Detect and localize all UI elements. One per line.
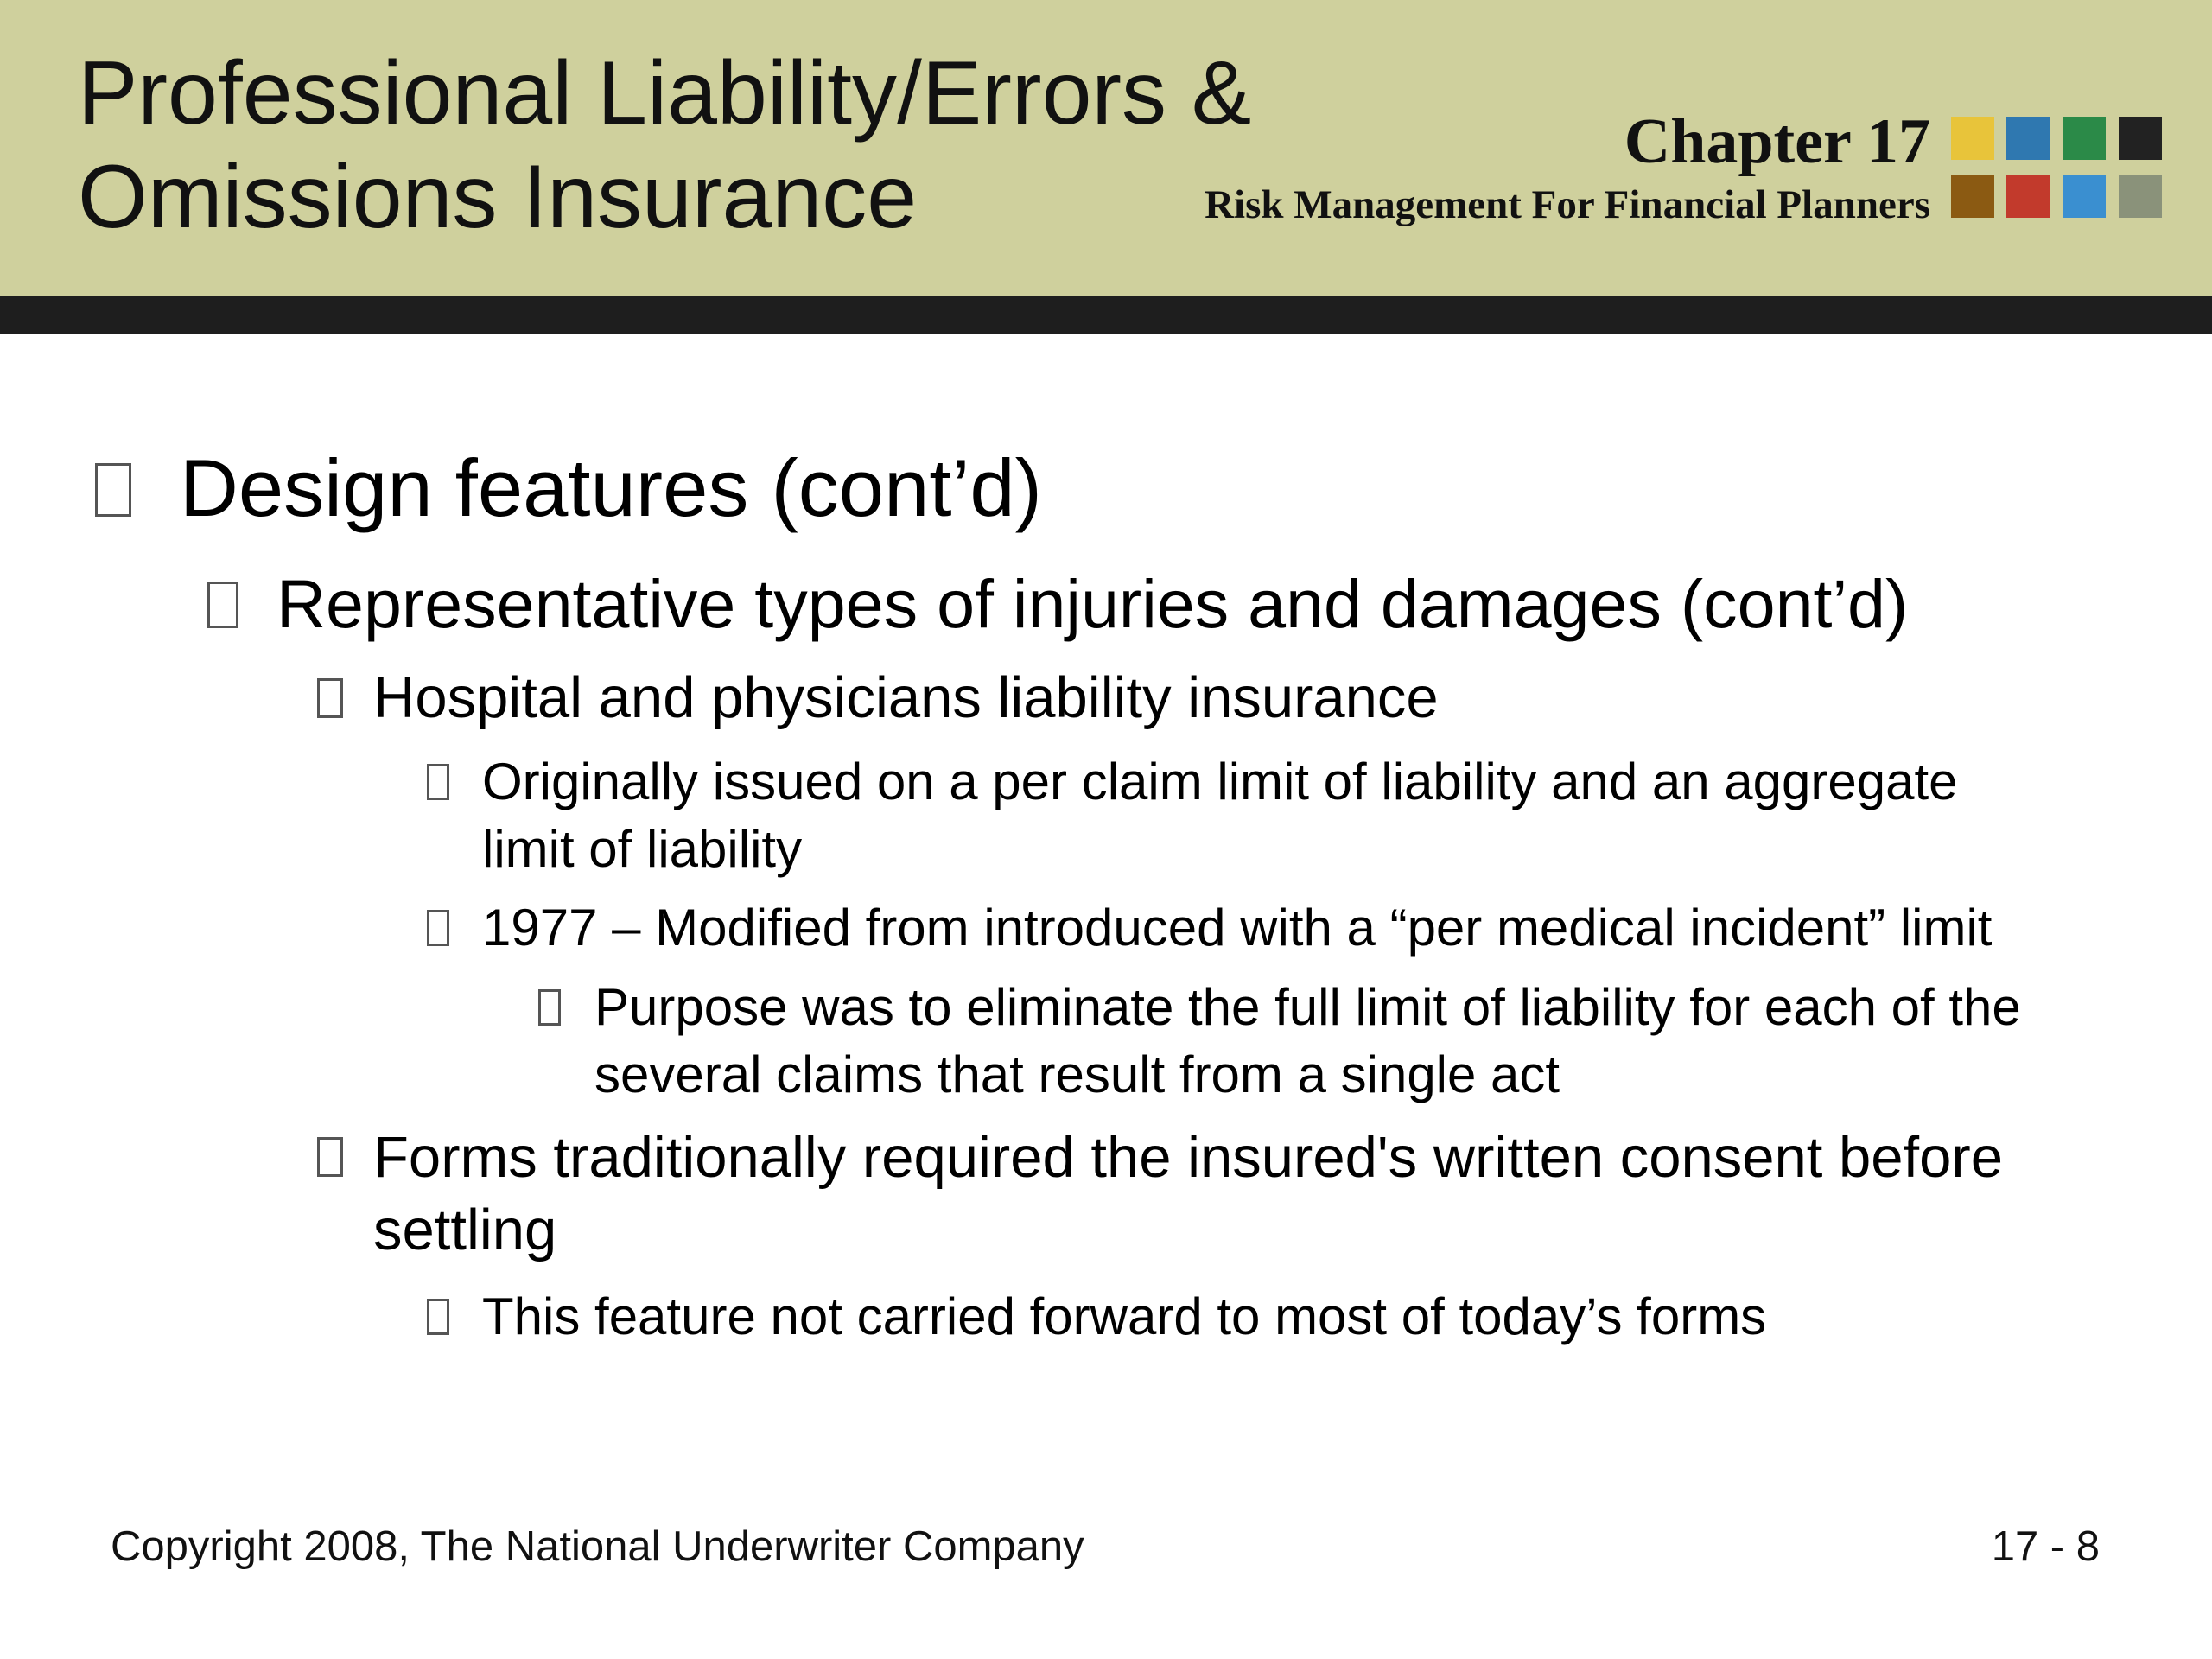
page-number: 17 - 8 [1991,1523,2100,1570]
bullet-level-3: Hospital and physicians liability insurance [373,665,1439,730]
footer-copyright: Copyright 2008, The National Underwriter Company [111,1523,1084,1570]
logo-square-gray [2119,175,2162,218]
bullet-level-5 [594,974,2021,1109]
bullet-level-1: Design features (cont’d) [180,442,1042,533]
logo-square-yellow [1951,117,1994,160]
logo-square-red [2006,175,2050,218]
book-subtitle: Risk Management For Financial Planners [1205,182,1930,227]
header-divider-bar [0,296,2212,334]
bullet-box-icon [207,582,238,628]
title-line-2: Omissions Insurance [78,147,918,247]
bullet-line: limit of liability [482,820,803,878]
bullet-level-4: This feature not carried forward to most of today’s forms [482,1287,1767,1345]
bullet-box-icon [427,1299,449,1335]
bullet-box-icon [538,989,561,1026]
bullet-box-icon [95,463,131,517]
logo-square-blue [2006,117,2050,160]
chapter-label: Chapter 17 [1624,106,1930,177]
bullet-level-3 [373,1122,2003,1267]
slide-title [78,41,1287,249]
logo-square-black [2119,117,2162,160]
bullet-box-icon [427,910,449,946]
bullet-box-icon [317,678,343,718]
bullet-line: Originally issued on a per claim limit of liability and an aggregate [482,753,1958,810]
bullet-box-icon [427,764,449,800]
logo-square-light-blue [2063,175,2106,218]
logo-square-green [2063,117,2106,160]
bullet-box-icon [317,1137,343,1177]
bullet-level-2: Representative types of injuries and damages (cont’d) [276,565,1909,642]
bullet-level-4 [482,748,1958,883]
bullet-level-4: 1977 – Modified from introduced with a “per medical incident” limit [482,899,1993,957]
bullet-line: several claims that result from a single act [594,1046,1560,1103]
bullet-line: Forms traditionally required the insured's written consent before [373,1125,2003,1190]
bullet-line: settling [373,1198,557,1262]
bullet-line: Purpose was to eliminate the full limit of liability for each of the [594,978,2021,1036]
title-line-1: Professional Liability/Errors & [78,43,1252,143]
logo-square-brown [1951,175,1994,218]
